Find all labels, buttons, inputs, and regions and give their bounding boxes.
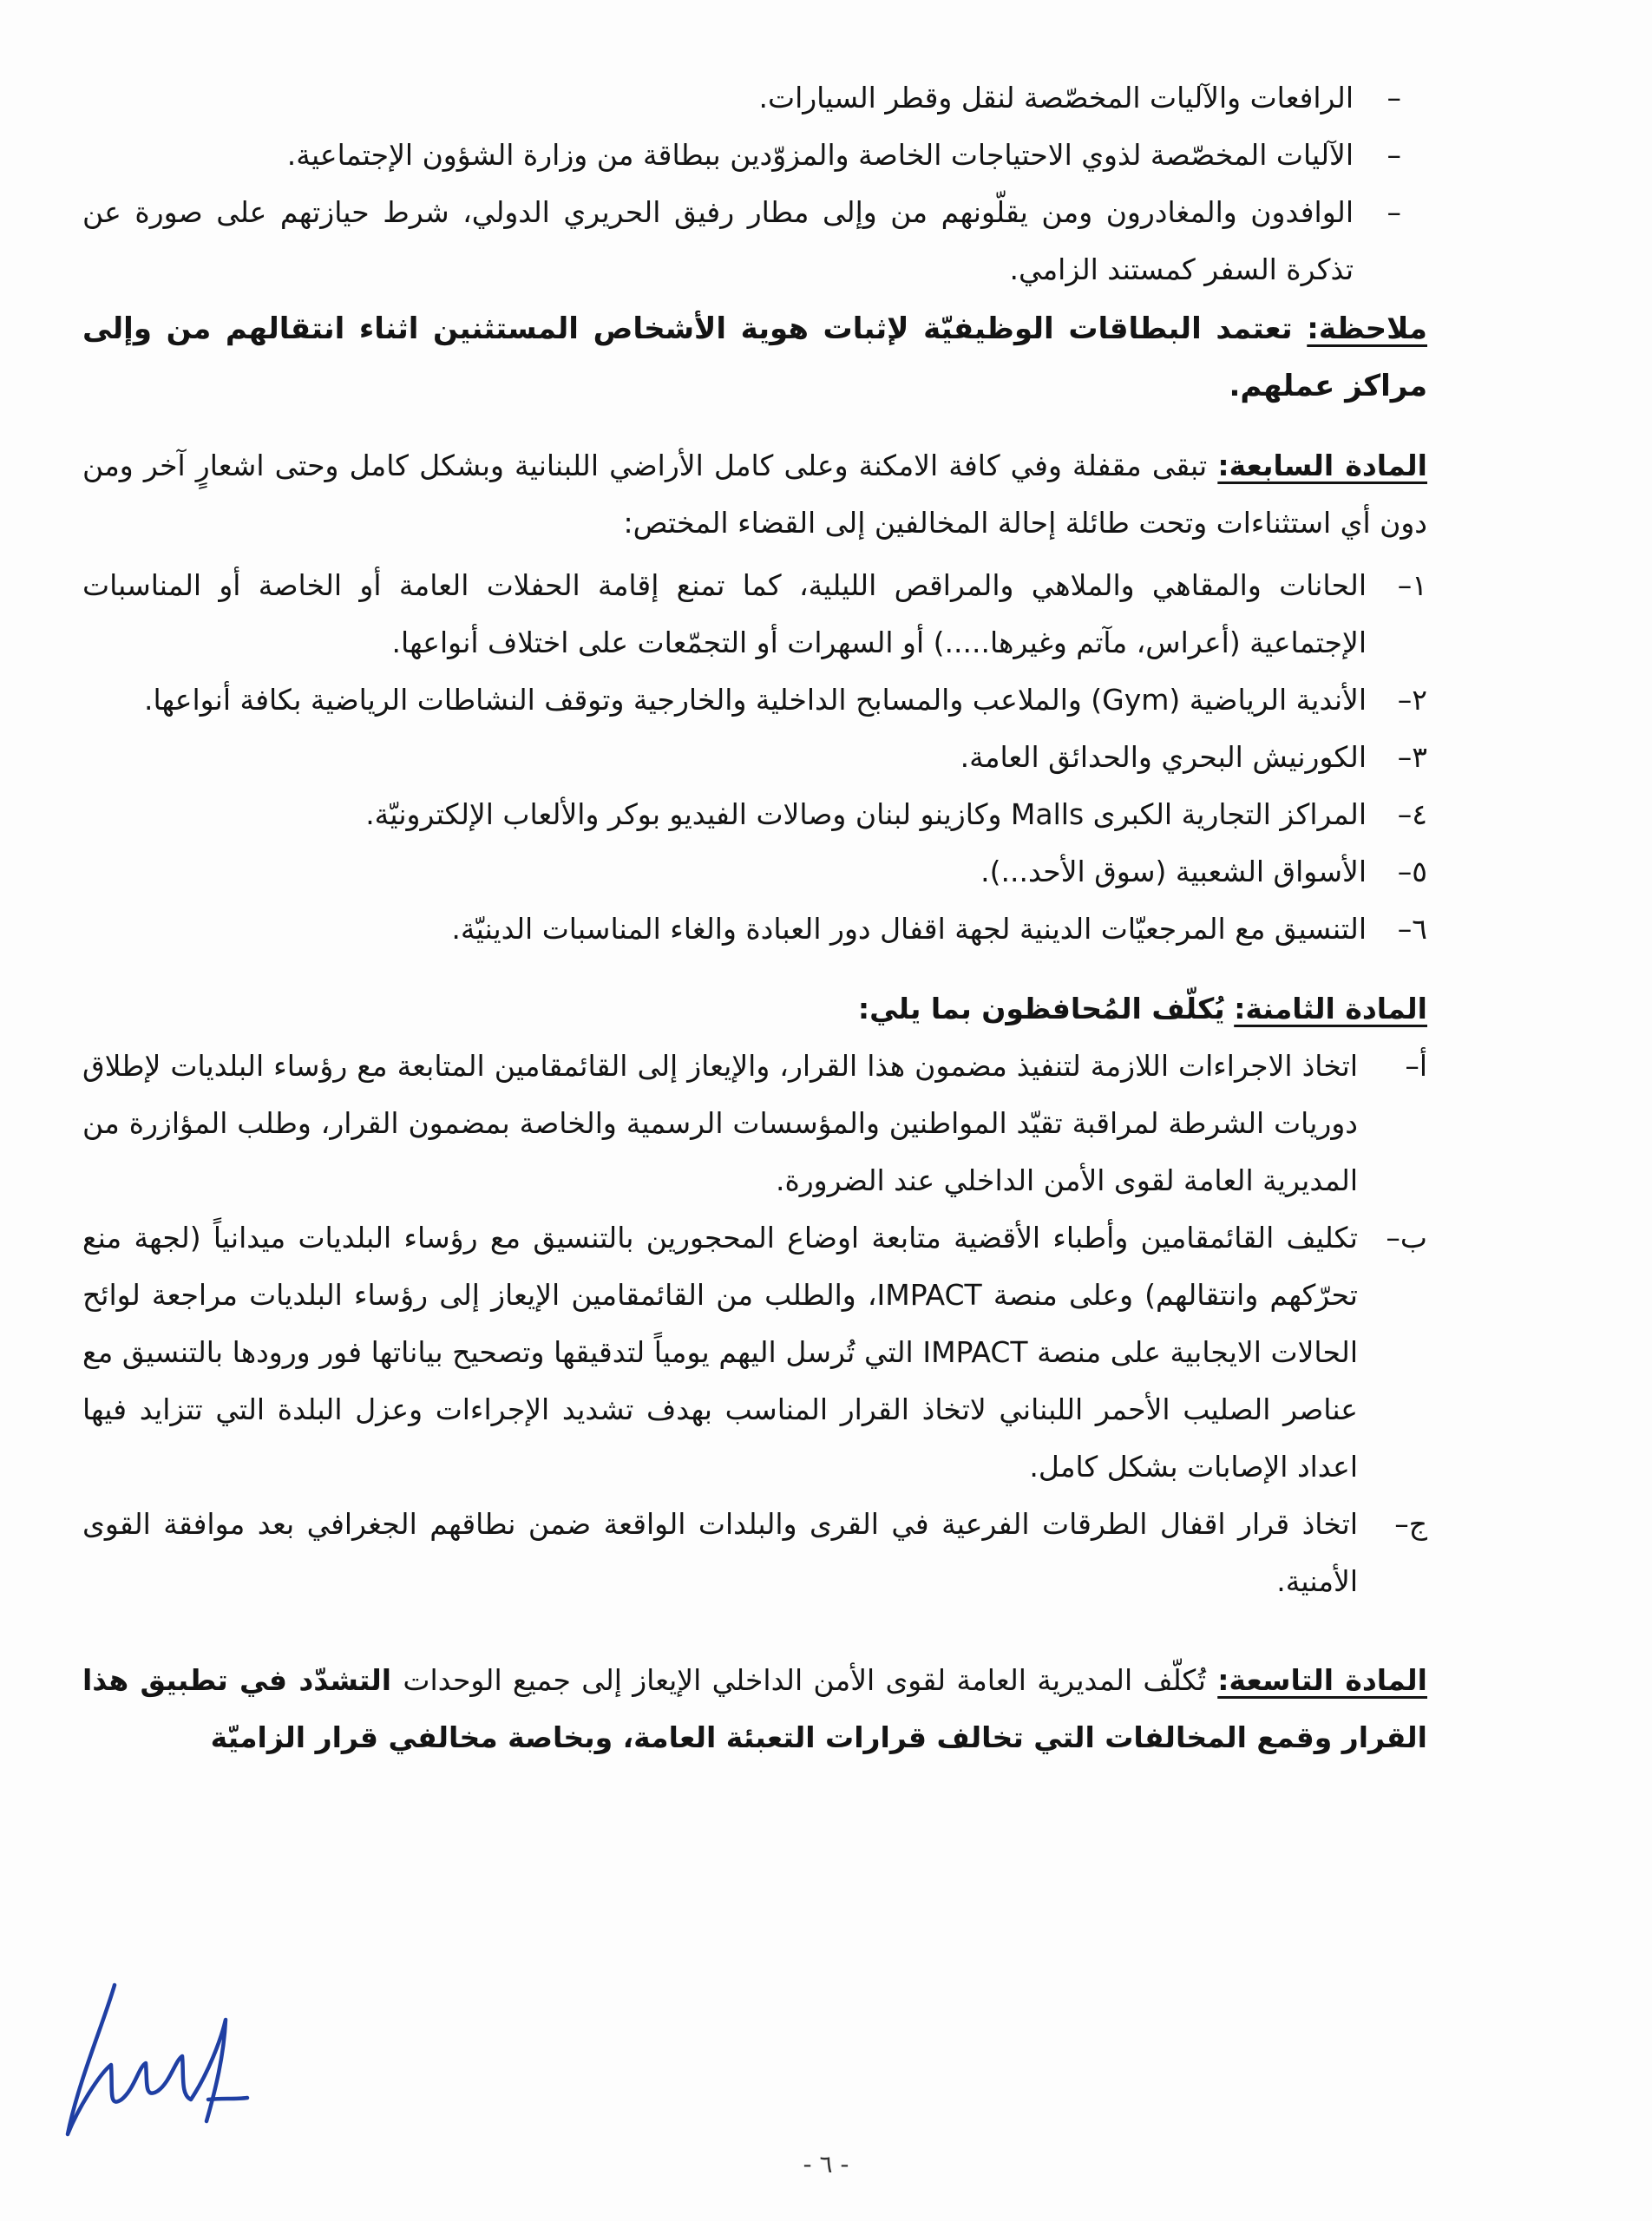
list-item-text: التنسيق مع المرجعيّات الدينية لجهة اقفال دور العبادة والغاء المناسبات الدينيّة. (451, 912, 1367, 946)
dash-marker: – (1386, 138, 1401, 172)
article-8-text: يُكلّف المُحافظون بما يلي: (857, 992, 1225, 1025)
article-9-paragraph (82, 1652, 1427, 1766)
list-item (82, 69, 1427, 127)
note-label: ملاحظة: (1307, 311, 1427, 346)
list-item (82, 184, 1427, 298)
list-item (82, 127, 1427, 184)
item-letter: ب– (1386, 1221, 1427, 1255)
list-item-text: الرافعات والآليات المخصّصة لنقل وقطر السيارات. (758, 81, 1354, 115)
dash-marker: – (1386, 81, 1401, 115)
list-item (82, 901, 1427, 958)
list-item (82, 843, 1427, 901)
list-item-text: اتخاذ قرار اقفال الطرقات الفرعية في القرى والبلدات الواقعة ضمن نطاقهم الجغرافي بعد موافقة القوى الأمنية. (82, 1507, 1358, 1598)
list-item-text: الوافدون والمغادرون ومن يقلّونهم من وإلى مطار رفيق الحريري الدولي، شرط حيازتهم على صورة عن تذكرة السفر كمستند الزامي. (82, 195, 1354, 286)
item-number: ٣– (1397, 740, 1427, 774)
article-9-text: التشدّد في تطبيق هذا القرار وقمع المخالفات التي تخالف قرارات التعبئة العامة، وبخاصة مخالفي قرار الزاميّة (82, 1663, 1427, 1754)
list-item-text: اتخاذ الاجراءات اللازمة لتنفيذ مضمون هذا القرار، والإيعاز إلى القائمقامين المتابعة مع رؤساء البلديات لإطلاق دوريات الشرطة لمراقبة تقيّد المواطنين والمؤسسات الرسمية والخاصة بمضمون القرار، وطلب المؤازرة من المديرية العامة لقوى الأمن الداخلي عند الضرورة. (82, 1049, 1358, 1197)
article-7-intro (82, 437, 1427, 552)
list-item (82, 786, 1427, 843)
list-item-text: تكليف القائمقامين وأطباء الأقضية متابعة اوضاع المحجورين بالتنسيق مع رؤساء البلديات ميدانياً (لجهة منع تحرّكهم وانتقالهم) وعلى منصة IMPACT، والطلب من القائمقامين الإيعاز إلى رؤساء البلديات مراجعة لوائح الحالات الايجابية على منصة IMPACT التي تُرسل اليهم يومياً لتدقيقها وتصحيح بياناتها فور ورودها بالتنسيق مع عناصر الصليب الأحمر اللبناني لاتخاذ القرار المناسب بهدف تشديد الإجراءات وعزل البلدة التي تتزايد فيها اعداد الإصابات بشكل كامل. (82, 1221, 1359, 1484)
list-item-text: الكورنيش البحري والحدائق العامة. (960, 740, 1367, 774)
list-item-text: الآليات المخصّصة لذوي الاحتياجات الخاصة والمزوّدين ببطاقة من وزارة الشؤون الإجتماعية. (286, 138, 1354, 172)
list-item (82, 672, 1427, 729)
document-body (82, 69, 1427, 1766)
item-number: ٦– (1397, 912, 1427, 946)
signature-image (61, 1969, 260, 2143)
list-item-text: الأندية الرياضية (Gym) والملاعب والمسابح الداخلية والخارجية وتوقف النشاطات الرياضية بكافة أنواعها. (144, 683, 1367, 717)
item-number: ٢– (1397, 683, 1427, 717)
page-number: - ٦ - (803, 2150, 849, 2178)
list-item (82, 729, 1427, 786)
item-number: ٤– (1397, 797, 1427, 831)
list-item (82, 1038, 1427, 1209)
signature-stroke (68, 1985, 247, 2134)
list-item (82, 1496, 1427, 1610)
list-item-text: الحانات والمقاهي والملاهي والمراقص الليلية، كما تمنع إقامة الحفلات العامة أو الخاصة أو المناسبات الإجتماعية (أعراس، مآتم وغيرها.....) أو السهرات أو التجمّعات على اختلاف أنواعها. (82, 568, 1367, 659)
dash-marker: – (1386, 195, 1401, 229)
note-text: تعتمد البطاقات الوظيفيّة لإثبات هوية الأشخاص المستثنين اثناء انتقالهم من وإلى مراكز عملهم. (82, 311, 1427, 403)
article-9-lead: تُكلّف المديرية العامة لقوى الأمن الداخلي الإيعاز إلى جميع الوحدات (403, 1663, 1206, 1697)
list-item (82, 557, 1427, 672)
article-9-label: المادة التاسعة: (1217, 1663, 1427, 1697)
list-item-text: المراكز التجارية الكبرى Malls وكازينو لبنان وصالات الفيديو بوكر والألعاب الإلكترونيّة. (365, 797, 1367, 831)
list-item-text: الأسواق الشعبية (سوق الأحد...). (980, 855, 1367, 888)
item-letter: ج– (1394, 1507, 1427, 1541)
list-item (82, 1209, 1427, 1496)
note-paragraph (82, 300, 1427, 415)
item-number: ١– (1397, 568, 1427, 602)
article-7-label: المادة السابعة: (1217, 449, 1427, 482)
item-letter: أ– (1405, 1049, 1427, 1083)
article-8-label: المادة الثامنة: (1234, 992, 1427, 1025)
article-8-intro (82, 980, 1427, 1038)
item-number: ٥– (1397, 855, 1427, 888)
article-7-text: تبقى مقفلة وفي كافة الامكنة وعلى كامل الأراضي اللبنانية وبشكل كامل وحتى اشعارٍ آخر ومن دون أي استثناءات وتحت طائلة إحالة المخالفين إلى القضاء المختص: (82, 449, 1427, 540)
